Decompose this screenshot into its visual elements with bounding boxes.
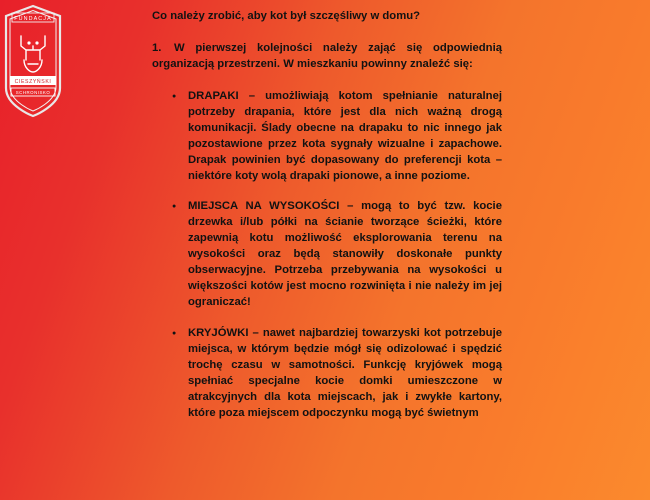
svg-text:FUNDACJA: FUNDACJA (14, 16, 52, 22)
logo-graphic (2, 2, 64, 120)
list-number: 1. (152, 42, 162, 55)
svg-text:SCHRONISKO: SCHRONISKO (15, 90, 51, 95)
list-item-term: MIEJSCA NA WYSOKOŚCI (188, 200, 340, 213)
document-body (152, 8, 502, 435)
document-heading: Co należy zrobić, aby kot był szczęśliwy w domu? (152, 10, 421, 22)
numbered-paragraph (152, 40, 502, 72)
list-item-body: – umożliwiają kotom spełnianie naturalnej potrzeby drapania, które jest dla nich ważną drogą komunikacji. Ślady obecne na drapaku to nic innego jak pozostawione przez kota sygnały wizualne i zapachowe. Drapak powinien być dopasowany do preferencji kota – niektóre koty wolą drapaki pionowe, a inne poziome. (188, 90, 502, 183)
list-item (188, 325, 502, 421)
list-item (188, 88, 502, 184)
list-item-term: KRYJÓWKI (188, 326, 249, 339)
bullet-list (152, 88, 502, 421)
list-item-term: DRAPAKI (188, 90, 239, 103)
list-item-body: – mogą to być tzw. kocie drzewka i/lub półki na ścianie tworzące ścieżki, które zapewnią kotu możliwość eksplorowania terenu na wysokości oraz będą stanowiły doskonałe punkty obserwacyjne. Potrzeba przebywania na wysokości u większości kotów jest mocno rozwinięta i nie należy im jej ograniczać! (188, 200, 502, 309)
numbered-paragraph-text: W pierwszej kolejności należy zająć się odpowiednią organizacją przestrzeni. W mieszkaniu powinny znaleźć się: (152, 42, 502, 71)
organization-logo (2, 2, 64, 120)
svg-text:CIESZYŃSKI: CIESZYŃSKI (14, 79, 52, 85)
list-item-body: – nawet najbardziej towarzyski kot potrzebuje miejsca, w którym będzie mógł się odizolować i spędzić trochę czasu w samotności. Funkcję kryjówek mogą spełniać specjalne kocie domki umieszczone w atrakcyjnych dla kota miejscach, jak i zwykłe kartony, które poza miejscem odpoczynku mogą być świetnym (188, 326, 502, 419)
list-item (188, 198, 502, 310)
